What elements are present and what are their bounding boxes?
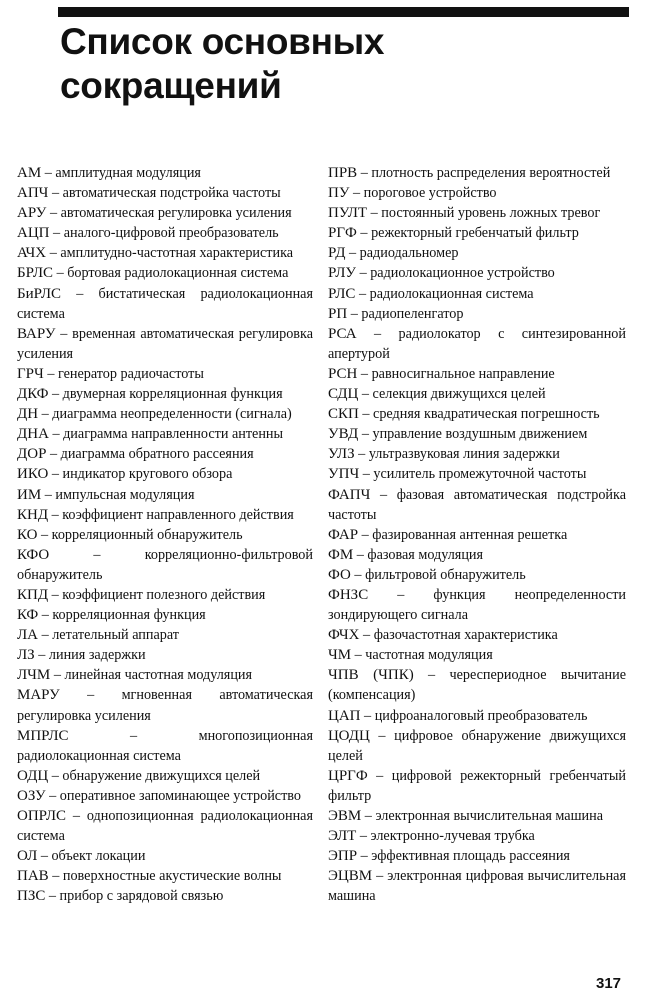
abbreviation-entry (328, 183, 626, 203)
abbreviation-entry (328, 163, 626, 183)
abbreviation-list-left (17, 163, 313, 906)
abbreviation-definition: – цифровой режекторный гребенчатый фильтр (328, 767, 626, 804)
abbreviation-definition: – аналого-цифровой преобразователь (49, 225, 279, 242)
abbreviation-definition: – радиопеленгатор (347, 305, 464, 322)
abbreviation-term: ЭЦВМ (328, 868, 373, 885)
abbreviation-definition: – диаграмма неопределенности (сигнала) (38, 406, 292, 423)
abbreviation-term: ПАВ (17, 868, 49, 885)
abbreviation-term: ВАРУ (17, 325, 56, 342)
abbreviation-entry (328, 645, 626, 665)
abbreviation-definition: – радиодальномер (345, 245, 459, 262)
abbreviation-entry (328, 464, 626, 484)
abbreviation-definition: – однопозиционная радиолокационная система (17, 808, 313, 845)
abbreviation-term: РП (328, 305, 348, 322)
abbreviation-term: ЧМ (328, 647, 352, 664)
abbreviation-term: КНД (17, 506, 49, 523)
abbreviation-term: ФЧХ (328, 627, 360, 644)
abbreviation-definition: – прибор с зарядовой связью (45, 888, 224, 905)
abbreviation-definition: – импульсная модуляция (41, 486, 195, 503)
abbreviation-term: ИКО (17, 466, 49, 483)
abbreviation-term: УВД (328, 426, 359, 443)
abbreviation-entry (17, 605, 313, 625)
abbreviation-entry (328, 665, 626, 705)
abbreviation-term: ЦАП (328, 707, 361, 724)
abbreviation-term: БРЛС (17, 265, 54, 282)
abbreviation-definition: – линия задержки (34, 647, 146, 664)
abbreviation-definition: – электронная вычислительная машина (361, 808, 603, 824)
abbreviation-entry (17, 223, 313, 243)
abbreviation-definition: – обнаружение движущихся целей (48, 767, 261, 784)
abbreviation-definition: – пороговое устройство (349, 185, 497, 202)
abbreviation-term: ДОР (17, 446, 47, 463)
abbreviation-entry (328, 706, 626, 726)
abbreviation-term: УПЧ (328, 466, 360, 483)
abbreviation-term: РСА (328, 325, 357, 342)
abbreviation-definition: – двумерная корреляционная функция (48, 386, 283, 403)
abbreviation-definition: – диаграмма обратного рассеяния (46, 446, 254, 463)
abbreviation-term: ФМ (328, 546, 354, 563)
abbreviation-definition: – генератор радиочастоты (43, 365, 204, 382)
abbreviation-term: АЧХ (17, 245, 47, 262)
abbreviation-term: АПЧ (17, 185, 49, 202)
abbreviation-definition: – объект локации (37, 848, 146, 865)
abbreviation-definition: – режекторный гребенчатый фильтр (356, 225, 579, 242)
abbreviation-entry (328, 766, 626, 806)
abbreviation-term: МАРУ (17, 687, 60, 704)
abbreviation-entry (17, 384, 313, 404)
abbreviation-term: ПРВ (328, 165, 358, 181)
abbreviation-entry (328, 826, 626, 846)
abbreviation-term: РД (328, 245, 346, 262)
abbreviation-entry (328, 203, 626, 223)
abbreviation-entry (328, 404, 626, 424)
abbreviation-definition: – корреляционная функция (38, 607, 206, 624)
abbreviation-definition: – равносигнальное направление (357, 365, 555, 382)
abbreviation-term: ФО (328, 566, 351, 583)
abbreviation-definition: – радиолокатор с синтезированной апертурой (328, 325, 626, 362)
abbreviation-definition: – частотная модуляция (351, 647, 493, 664)
abbreviation-entry (17, 364, 313, 384)
abbreviation-term: ОПРЛС (17, 808, 67, 824)
abbreviation-entry (17, 786, 313, 806)
abbreviation-term: ЭПР (328, 848, 358, 865)
abbreviation-term: ОДЦ (17, 767, 49, 784)
abbreviation-definition: – фазовая модуляция (353, 546, 484, 563)
abbreviation-entry (328, 806, 626, 826)
abbreviation-definition: – бортовая радиолокационная система (53, 265, 289, 282)
abbreviation-term: ЛЗ (17, 647, 35, 664)
abbreviation-entry (17, 665, 313, 685)
abbreviation-definition: – бистатическая радиолокационная система (17, 285, 313, 322)
abbreviation-definition: – корреляционно-фильтровой обнаружитель (17, 546, 313, 583)
abbreviation-term: ДН (17, 406, 39, 423)
abbreviation-term: КО (17, 526, 38, 543)
abbreviation-entry (328, 625, 626, 645)
abbreviation-entry (328, 284, 626, 304)
page-number: 317 (596, 975, 622, 992)
page-title (60, 20, 620, 108)
abbreviation-term: РЛУ (328, 265, 357, 282)
abbreviation-definition: – функция неопределенности зондирующего сигнала (328, 586, 626, 624)
abbreviation-definition: – летательный аппарат (38, 627, 180, 644)
abbreviation-term: ПЗС (17, 888, 46, 905)
title-line-1: Список основных (60, 21, 385, 62)
abbreviation-entry (17, 243, 313, 263)
abbreviation-definition: – фильтровой обнаружитель (350, 566, 526, 583)
abbreviation-entry (17, 545, 313, 585)
abbreviation-entry (328, 364, 626, 384)
abbreviation-definition: – средняя квадратическая погрешность (358, 406, 600, 423)
abbreviation-definition: – череспериодное вычитание (компенсация) (328, 667, 626, 704)
abbreviation-definition: – плотность распределения вероятностей (357, 165, 611, 181)
abbreviation-entry (17, 585, 313, 605)
abbreviation-term: ЛЧМ (17, 667, 51, 684)
abbreviation-entry (17, 203, 313, 223)
abbreviation-term: СДЦ (328, 386, 359, 403)
abbreviation-entry (328, 263, 626, 283)
abbreviation-term: КФ (17, 607, 39, 624)
abbreviation-entry (17, 324, 313, 364)
abbreviation-definition: – многопозиционная радиолокационная система (17, 727, 313, 764)
abbreviation-term: ОЗУ (17, 787, 46, 804)
abbreviation-definition: – ультразвуковая линия задержки (354, 446, 560, 463)
abbreviation-term: ЛА (17, 627, 39, 644)
abbreviation-term: ЦРГФ (328, 767, 368, 784)
abbreviation-term: ИМ (17, 486, 42, 503)
abbreviation-entry (328, 565, 626, 585)
abbreviation-term: СКП (328, 406, 359, 423)
abbreviation-term: МПРЛС (17, 727, 69, 744)
abbreviation-definition: – цифроаналоговый преобразователь (360, 707, 588, 724)
abbreviation-entry (17, 866, 313, 886)
abbreviation-term: БиРЛС (17, 285, 62, 302)
abbreviation-definition: – селекция движущихся целей (358, 386, 546, 403)
abbreviation-entry (328, 726, 626, 766)
abbreviation-entry (17, 404, 313, 424)
abbreviation-term: РГФ (328, 225, 357, 242)
abbreviation-definition: – амплитудная модуляция (41, 165, 201, 181)
abbreviation-definition: – цифровое обнаружение движущихся целей (328, 727, 626, 764)
abbreviation-entry (328, 866, 626, 906)
abbreviation-entry (17, 886, 313, 906)
abbreviation-entry (17, 685, 313, 725)
abbreviation-term: ЦОДЦ (328, 727, 370, 744)
abbreviation-entry (17, 505, 313, 525)
abbreviation-definition: – эффективная площадь рассеяния (357, 848, 570, 865)
abbreviation-entry (328, 485, 626, 525)
abbreviation-entry (328, 384, 626, 404)
abbreviation-entry (328, 525, 626, 545)
abbreviation-definition: – электронная цифровая вычислительная машина (328, 868, 626, 905)
abbreviation-term: ДКФ (17, 386, 49, 403)
abbreviation-definition: – постоянный уровень ложных тревог (367, 205, 601, 222)
abbreviation-entry (17, 183, 313, 203)
abbreviation-term: РСН (328, 365, 358, 382)
abbreviation-term: АМ (17, 165, 42, 181)
abbreviation-definition: – диаграмма направленности антенны (48, 426, 284, 443)
abbreviation-definition: – управление воздушным движением (358, 426, 588, 443)
abbreviation-definition: – амплитудно-частотная характеристика (46, 245, 294, 262)
abbreviation-entry (328, 424, 626, 444)
abbreviation-entry (17, 726, 313, 766)
abbreviation-entry (17, 525, 313, 545)
abbreviation-entry (328, 545, 626, 565)
abbreviation-definition: – индикатор кругового обзора (48, 466, 233, 483)
abbreviation-definition: – временная автоматическая регулировка усиления (17, 325, 313, 362)
abbreviation-definition: – мгновенная автоматическая регулировка усиления (17, 687, 313, 724)
abbreviation-definition: – поверхностные акустические волны (48, 868, 282, 885)
abbreviation-term: ФАР (328, 526, 359, 543)
abbreviation-definition: – фазированная антенная решетка (358, 526, 568, 543)
abbreviation-definition: – автоматическая регулировка усиления (46, 205, 292, 222)
abbreviation-entry (17, 163, 313, 183)
abbreviation-definition: – радиолокационная система (355, 285, 534, 302)
abbreviation-term: КПД (17, 586, 49, 603)
abbreviation-term: АРУ (17, 205, 47, 222)
abbreviation-entry (17, 263, 313, 283)
abbreviation-entry (17, 846, 313, 866)
abbreviation-entry (17, 284, 313, 324)
abbreviation-entry (17, 424, 313, 444)
abbreviation-entry (328, 585, 626, 625)
abbreviation-definition: – оперативное запоминающее устройство (45, 787, 301, 804)
abbreviation-term: ПУ (328, 185, 350, 202)
abbreviation-entry (17, 645, 313, 665)
abbreviation-term: ДНА (17, 426, 49, 443)
abbreviation-term: РЛС (328, 285, 356, 302)
abbreviation-entry (17, 464, 313, 484)
abbreviation-entry (328, 243, 626, 263)
abbreviation-entry (328, 223, 626, 243)
abbreviation-term: ФНЗС (328, 586, 369, 603)
abbreviation-entry (328, 304, 626, 324)
abbreviation-term: ОЛ (17, 848, 38, 865)
abbreviation-term: ЭВМ (328, 808, 362, 824)
title-line-2: сокращений (60, 65, 282, 106)
abbreviation-entry (17, 806, 313, 846)
abbreviation-entry (17, 625, 313, 645)
abbreviation-entry (328, 324, 626, 364)
abbreviation-term: ЧПВ (ЧПК) (328, 667, 414, 684)
abbreviation-entry (17, 444, 313, 464)
abbreviation-list-right (328, 163, 626, 906)
top-rule (58, 7, 629, 17)
abbreviation-term: АЦП (17, 225, 50, 242)
abbreviation-definition: – корреляционный обнаружитель (37, 526, 243, 543)
abbreviation-term: ЭЛТ (328, 828, 357, 845)
abbreviation-definition: – фазочастотная характеристика (359, 627, 558, 644)
abbreviation-definition: – электронно-лучевая трубка (356, 828, 535, 845)
abbreviation-entry (17, 766, 313, 786)
abbreviation-term: ГРЧ (17, 365, 44, 382)
abbreviation-term: ФАПЧ (328, 486, 371, 503)
abbreviation-definition: – автоматическая подстройка частоты (48, 185, 281, 202)
abbreviation-definition: – коэффициент направленного действия (48, 506, 294, 523)
abbreviation-entry (328, 846, 626, 866)
abbreviation-definition: – усилитель промежуточной частоты (359, 466, 587, 483)
abbreviation-entry (328, 444, 626, 464)
abbreviation-entry (17, 485, 313, 505)
abbreviation-term: ПУЛТ (328, 205, 368, 222)
abbreviation-term: КФО (17, 546, 50, 563)
abbreviation-definition: – коэффициент полезного действия (48, 586, 266, 603)
abbreviation-definition: – линейная частотная модуляция (50, 667, 253, 684)
abbreviation-definition: – радиолокационное устройство (356, 265, 555, 282)
abbreviation-definition: – фазовая автоматическая подстройка частоты (328, 486, 626, 523)
abbreviation-term: УЛЗ (328, 446, 355, 463)
